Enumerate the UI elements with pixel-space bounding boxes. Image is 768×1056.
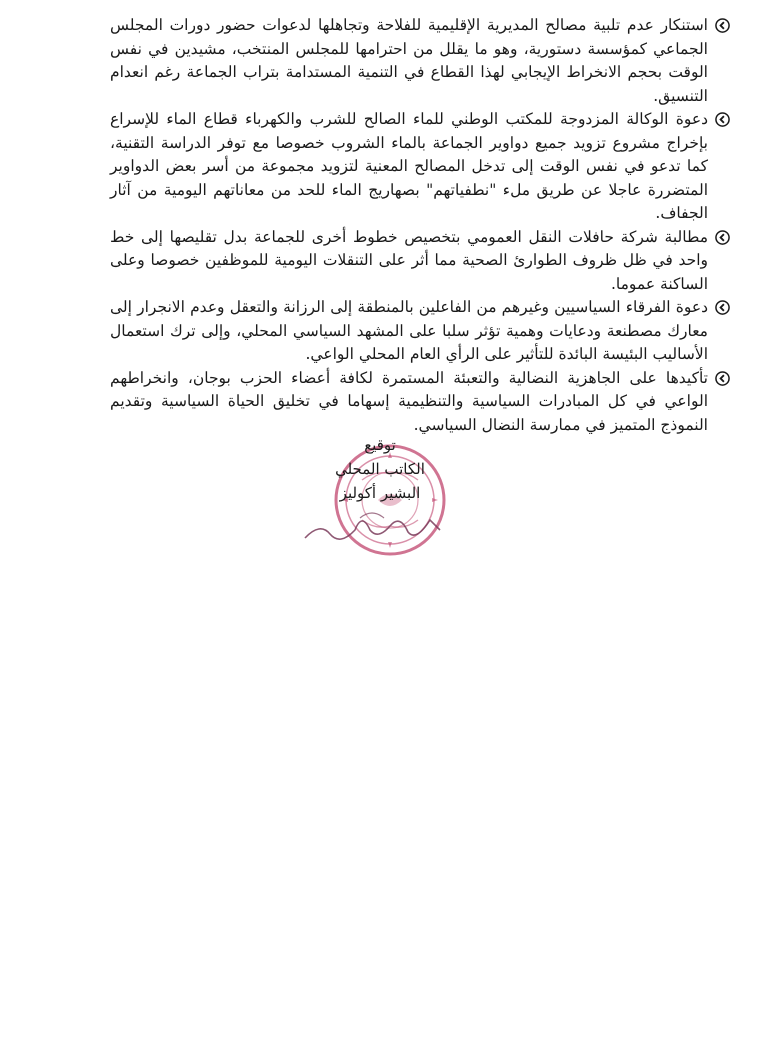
list-item bbox=[110, 226, 730, 297]
arrow-bullet-icon bbox=[715, 230, 730, 245]
list-item-text: تأكيدها على الجاهزية النضالية والتعبئة المستمرة لكافة أعضاء الحزب بوجان، وانخراطهم الواعي في كل المبادرات السياسية والتنظيمية إسهاما في تخليق الحياة السياسية وتقديم النموذج المتميز في ممارسة النضال السياسي. bbox=[110, 368, 708, 434]
list-item-text: مطالبة شركة حافلات النقل العمومي بتخصيص خطوط أخرى للجماعة بدل تقليصها إلى خط واحد في ظل ظروف الطوارئ الصحية مما أثر على التنقلات اليومية للموظفين خصوصا وعلى الساكنة عموما. bbox=[110, 227, 708, 293]
list-item bbox=[110, 296, 730, 367]
list-item-text: دعوة الفرقاء السياسيين وغيرهم من الفاعلين بالمنطقة إلى الرزانة والتعقل وعدم الانجرار إلى معارك مصطنعة ودعايات وهمية تؤثر سلبا على المشهد السياسي المحلي، وإلى ترك استعمال الأساليب البئيسة البائدة للتأثير على الرأي العام المحلي الواعي. bbox=[110, 298, 708, 363]
list-item bbox=[110, 367, 730, 438]
arrow-bullet-icon bbox=[715, 18, 730, 33]
arrow-bullet-icon bbox=[715, 300, 730, 315]
list-item bbox=[110, 108, 730, 226]
arrow-bullet-icon bbox=[715, 371, 730, 386]
list-item bbox=[110, 14, 730, 108]
list-item-text: استنكار عدم تلبية مصالح المديرية الإقليمية للفلاحة وتجاهلها لدعوات حضور دورات المجلس الجماعي كمؤسسة دستورية، وهو ما يقلل من احترامها للمجلس المنتخب، مشيدين في نفس الوقت بحجم الانخراط الإيجابي لهذا القطاع في التنمية المستدامة بتراب الجماعة رغم انعدام التنسيق. bbox=[110, 16, 708, 105]
signature-person: البشير أكوليز bbox=[339, 484, 421, 502]
resolutions-list bbox=[110, 14, 730, 437]
signature-block bbox=[300, 430, 460, 580]
signature-role: الكاتب المحلي bbox=[335, 460, 425, 478]
list-item-text: دعوة الوكالة المزدوجة للمكتب الوطني للماء الصالح للشرب والكهرباء قطاع الماء للإسراع بإخراج مشروع تزويد جميع دواوير الجماعة بالماء الشروب خصوصا مع توفر الدراسة التقنية، كما تدعو في نفس الوقت إلى تدخل المصالح المعنية لتزويد مجموعة من أسر بعض الدواوير المتضررة عاجلا عن طريق ملء "نطفياتهم" بصهاريج الماء للحد من معاناتهم اليومية من آثار الجفاف. bbox=[110, 110, 708, 222]
signature-label: توقيع bbox=[364, 436, 396, 454]
handwritten-signature-icon bbox=[300, 500, 450, 550]
arrow-bullet-icon bbox=[715, 112, 730, 127]
